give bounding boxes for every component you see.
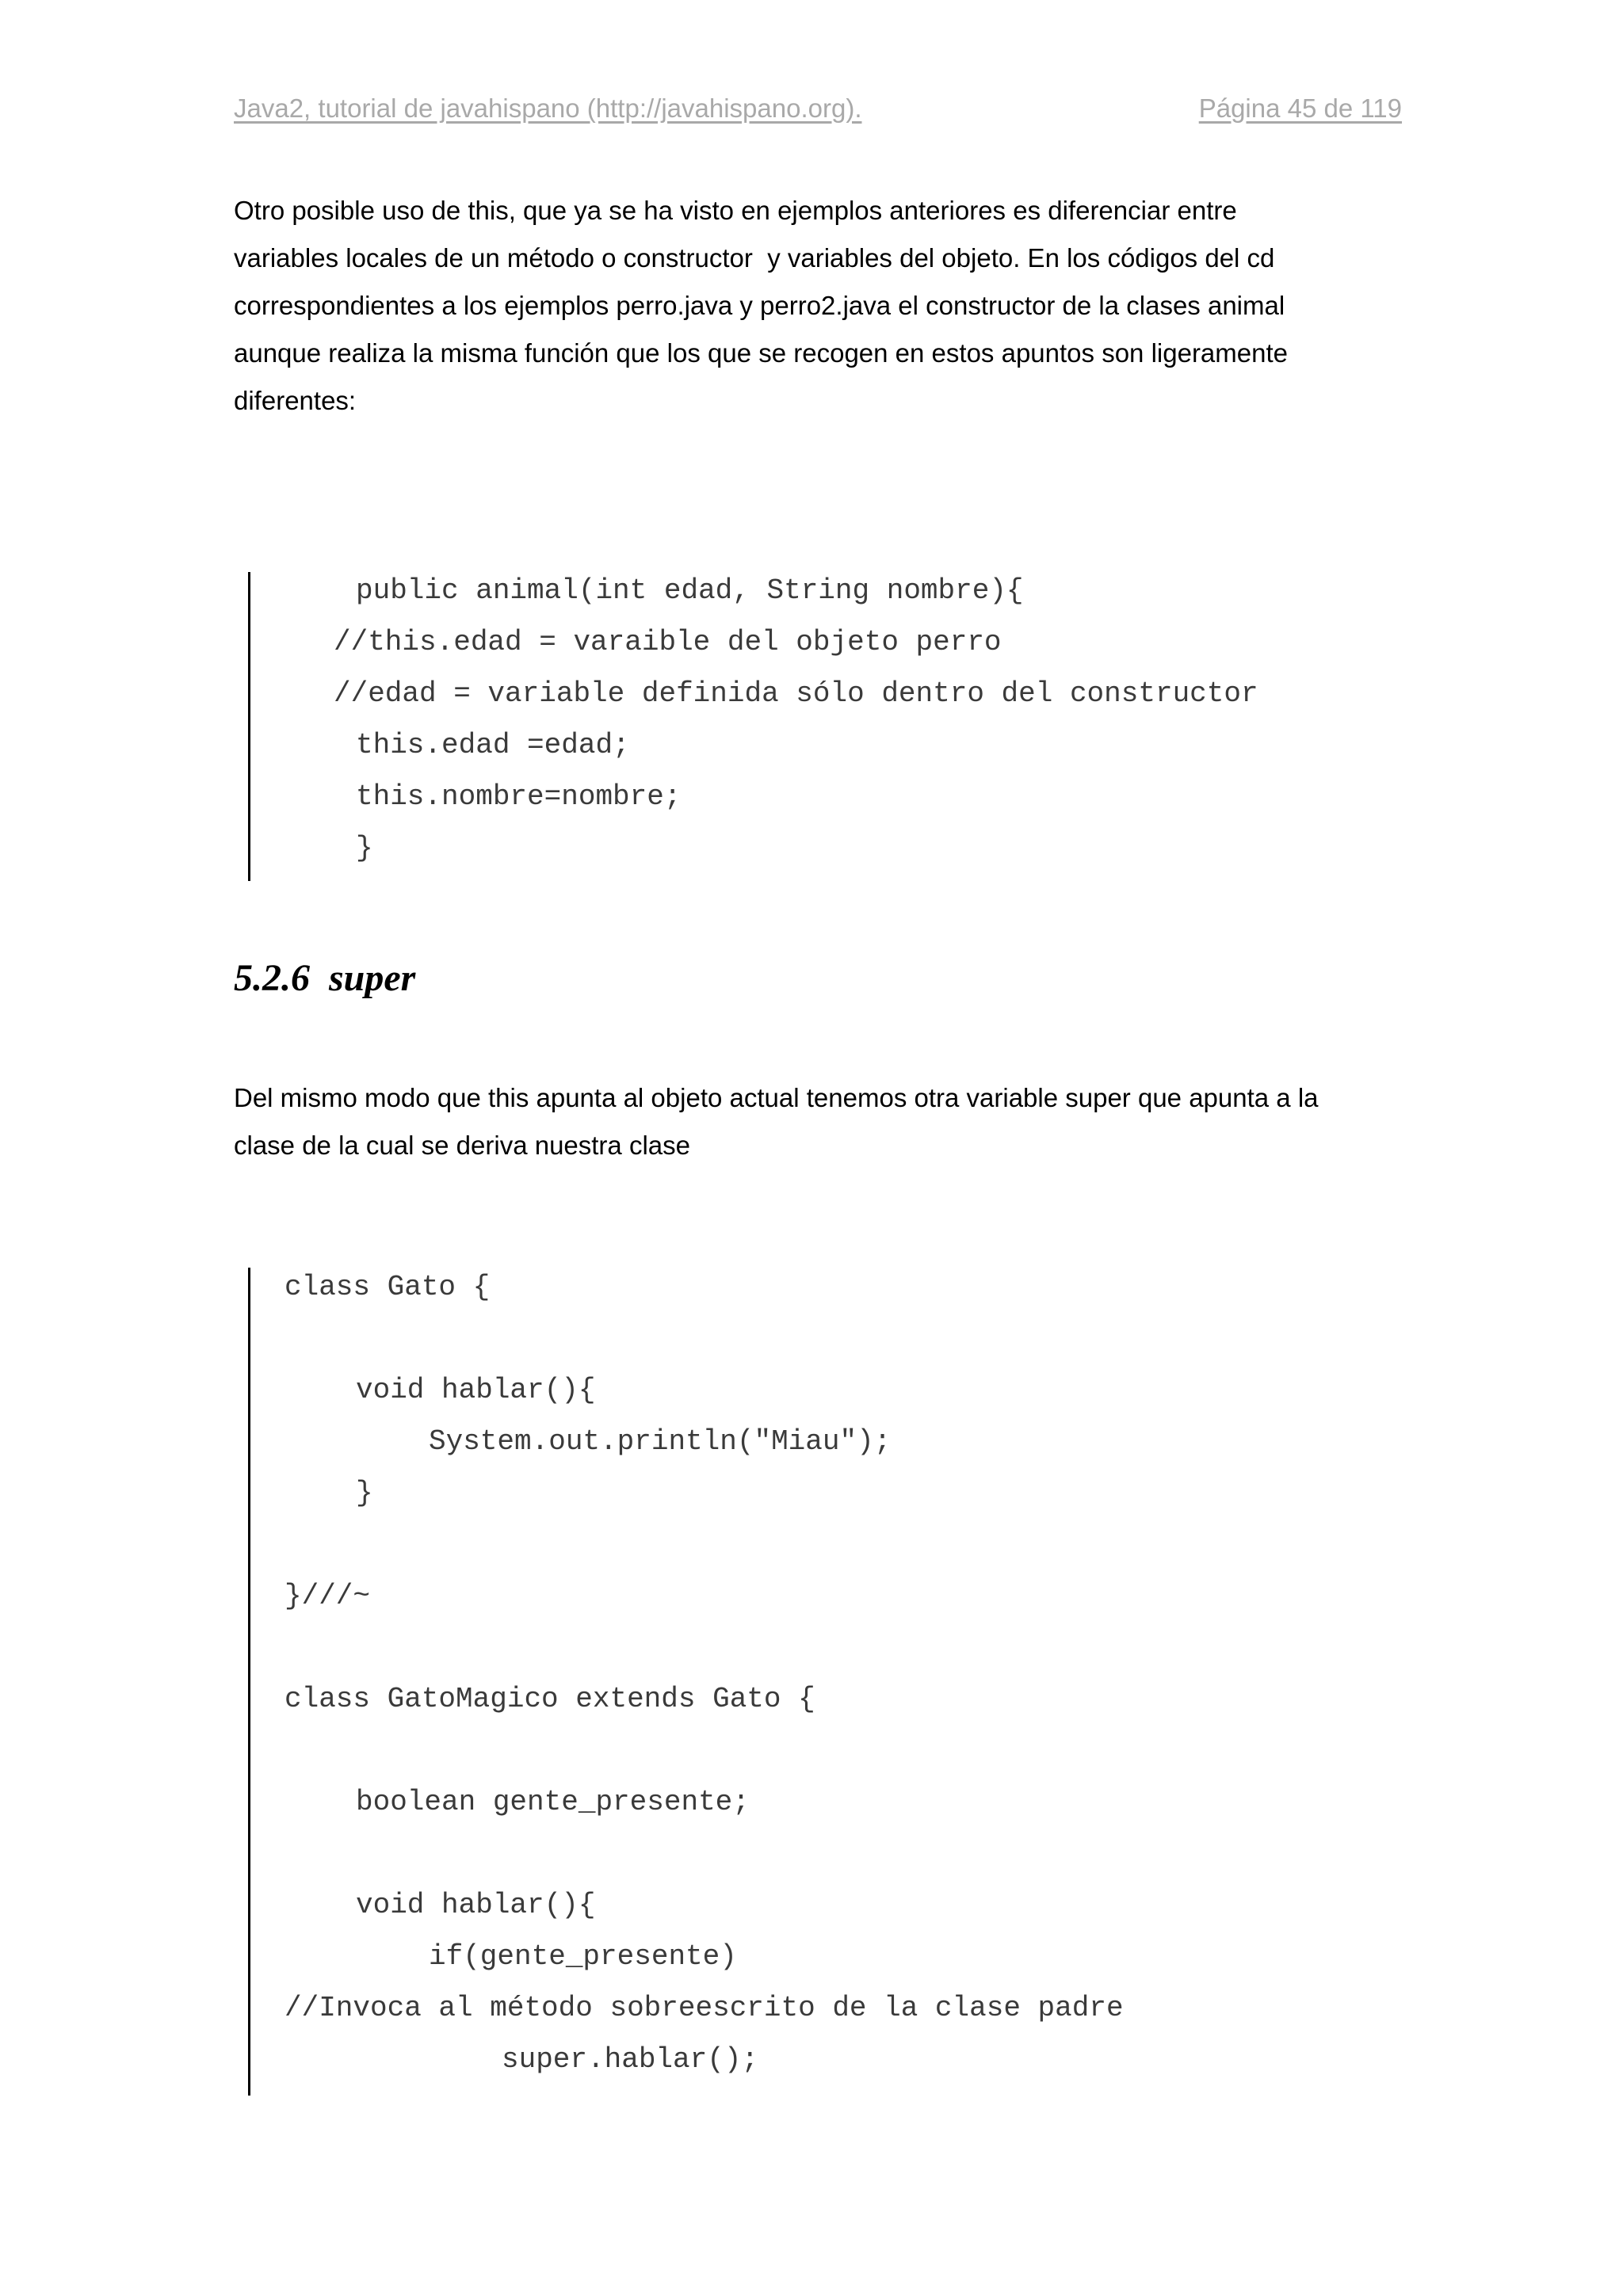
code-line: class Gato { [285,1271,491,1303]
code-line: } [356,1477,373,1509]
paragraph-line: correspondientes a los ejemplos perro.java y perro2.java el constructor de la clases animal [234,291,1285,320]
code-comment-line: //edad = variable definida sólo dentro del constructor [334,677,1258,710]
code-line: this.edad =edad; [356,729,630,761]
code-line: void hablar(){ [356,1889,596,1921]
super-paragraph [234,1074,1407,1169]
paragraph-line: diferentes: [234,386,357,415]
section-heading: 5.2.6 super [234,957,416,999]
paragraph-line: variables locales de un método o constructor y variables del objeto. En los códigos del cd [234,243,1275,273]
intro-paragraph [234,187,1407,425]
code-line: public animal(int edad, String nombre){ [356,574,1024,607]
code-line: super.hablar(); [502,2043,759,2076]
code-block-gato [248,1268,1360,2096]
code-line: } [356,832,373,864]
page-header [234,93,1402,133]
code-line: if(gente_presente) [429,1940,737,1973]
code-line: }///~ [285,1580,371,1612]
paragraph-line: clase de la cual se deriva nuestra clase [234,1131,690,1160]
header-title-link[interactable]: Java2, tutorial de javahispano (http://javahispano.org). [234,93,862,123]
code-comment-line: //this.edad = varaible del objeto perro [334,626,1002,658]
code-line: class GatoMagico extends Gato { [285,1683,815,1715]
code-line: boolean gente_presente; [356,1786,750,1818]
code-line: System.out.println("Miau"); [429,1425,892,1458]
paragraph-line: aunque realiza la misma función que los que se recogen en estos apuntos son ligeramente [234,338,1289,368]
code-line: void hablar(){ [356,1374,596,1406]
code-line: this.nombre=nombre; [356,780,682,813]
code-block-constructor [248,572,1360,881]
header-page-number[interactable]: Página 45 de 119 [1198,93,1402,123]
paragraph-line: Del mismo modo que this apunta al objeto actual tenemos otra variable super que apunta a la [234,1083,1319,1112]
paragraph-line: Otro posible uso de this, que ya se ha visto en ejemplos anteriores es diferenciar entre [234,196,1237,225]
code-comment-line: //Invoca al método sobreescrito de la clase padre [285,1992,1124,2024]
